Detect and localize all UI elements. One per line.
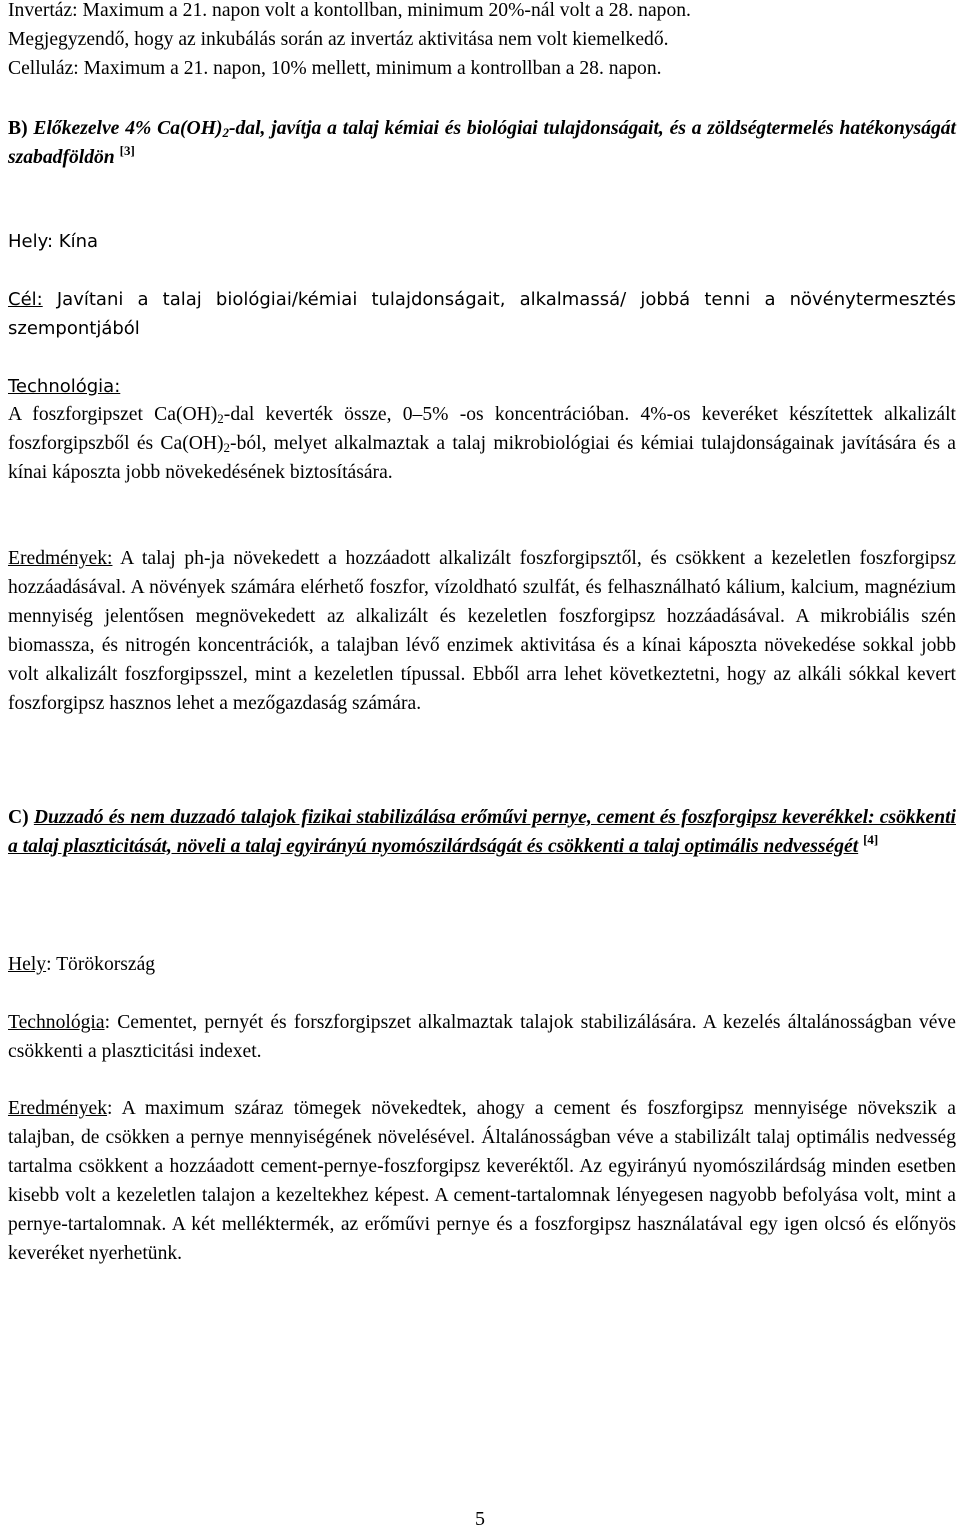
section-c-location-label: Hely [8, 954, 47, 975]
section-b-title-part1: Előkezelve 4% Ca(OH) [33, 118, 223, 139]
section-c-technology-text: : Cementet, pernyét és forszforgipszet alkalmaztak talajok stabilizálására. A kezelés általánosságban véve csökkenti a plaszticitási indexet. [8, 1012, 956, 1062]
section-b-location-value: Kína [58, 231, 99, 252]
section-b-reference: [3] [119, 143, 135, 158]
section-b-technology-text [8, 400, 956, 487]
section-b-results-text: A talaj ph-ja növekedett a hozzáadott alkalizált foszforgipsztől, és csökkent a kezeletlen foszforgipsz hozzáadásával. A növények számára elérhető foszfor, vízoldható szulfát, és felhasználható kálium, kalcium, magnézium mennyiség jelentősen megnövekedett az alkalizált és kezeletlen foszforgipsz hozzáadásával. A mikrobiális szén biomassza, és nitrogén koncentrációk, a talajban lévő enzimek aktivitása és a kínai káposzta növekedése sokkal jobb volt alkalizált foszforgipsszel, mint a kezeletlen típussal. Ebből arra lehet következtetni, hogy az alkáli sókkal kevert foszforgipsz hasznos lehet a mezőgazdaság számára. [8, 548, 956, 714]
intro-line-invertase: Invertáz: Maximum a 21. napon volt a kontollban, minimum 20%-nál volt a 28. napon. [8, 0, 691, 21]
section-b-location-label: Hely: [8, 231, 54, 252]
section-b-title-subscript: 2 [222, 125, 229, 140]
section-b-goal-value: Javítani a talaj biológiai/kémiai tulajdonságait, alkalmassá/ jobbá tenni a növénytermesztés szempontjából [8, 289, 956, 339]
section-c-title: Duzzadó és nem duzzadó talajok fizikai stabilizálása erőművi pernye, cement és foszforgipsz keverékkel: csökkenti a talaj plaszticitását, növeli a talaj egyirányú nyomószilárdságát és csökkenti a talaj optimális nedvességét [8, 807, 956, 857]
section-c-results-text: : A maximum száraz tömegek növekedtek, ahogy a cement és foszforgipsz mennyisége növekszik a talajban, de csökken a pernye mennyiségének növelésével. Általánosságban véve a stabilizált talaj optimális nedvesség tartalma csökkent a hozzáadott cement-pernye-foszforgipsz keveréktől. Az egyirányú nyomószilárdság minden esetben kisebb volt a kezeletlen talajon a kezeltekhez képest. A cement-tartalomnak lényegesen nagyobb befolyása volt, mint a pernye-tartalomnak. A két melléktermék, az erőművi pernye és a foszforgipsz használatával egy igen olcsó és előnyös keveréket nyerhetünk. [8, 1098, 956, 1264]
page-number: 5 [475, 1508, 485, 1530]
section-b-heading [8, 114, 956, 172]
section-b-goal [8, 285, 956, 343]
section-b-technology-label: Technológia: [8, 376, 121, 397]
section-b-results [8, 544, 956, 718]
section-c-letter: C) [8, 807, 29, 828]
section-b-technology-part1: A foszforgipszet Ca(OH) [8, 404, 218, 425]
section-b-technology-subscript2: 2 [223, 440, 231, 455]
section-c-results-label: Eredmények [8, 1098, 108, 1119]
section-c-technology-label: Technológia [8, 1012, 105, 1033]
section-c-location-value: : Törökország [46, 954, 156, 975]
section-b-results-label: Eredmények: [8, 548, 113, 569]
section-c-technology [8, 1008, 956, 1066]
section-c-heading [8, 803, 956, 861]
intro-line-cellulase: Celluláz: Maximum a 21. napon, 10% mellett, minimum a kontrollban a 28. napon. [8, 58, 662, 79]
section-c-location [8, 950, 956, 979]
section-b-letter: B) [8, 118, 28, 139]
section-c-reference: [4] [863, 832, 879, 847]
section-c-results [8, 1094, 956, 1268]
section-b-technology-subscript1: 2 [217, 411, 224, 426]
section-b-technology-part2: -dal keverték össze, 0–5% -os koncentrációban. 4%-os keveréket készítettek alkalizált foszforgipszből és Ca(OH) [8, 404, 956, 454]
intro-line-note: Megjegyzendő, hogy az inkubálás során az invertáz aktivitása nem volt kiemelkedő. [8, 29, 669, 50]
section-b-goal-label: Cél: [8, 289, 43, 310]
section-b-technology-part3: -ból, melyet alkalmaztak a talaj mikrobiológiai és kémiai tulajdonságainak javítására és a kínai káposzta jobb növekedésének biztosítására. [8, 433, 956, 483]
section-b-location [8, 227, 956, 256]
section-b-title-part2: -dal, javítja a talaj kémiai és biológiai tulajdonságait, és a zöldségtermelés hatékonyságát szabadföldön [8, 118, 956, 168]
